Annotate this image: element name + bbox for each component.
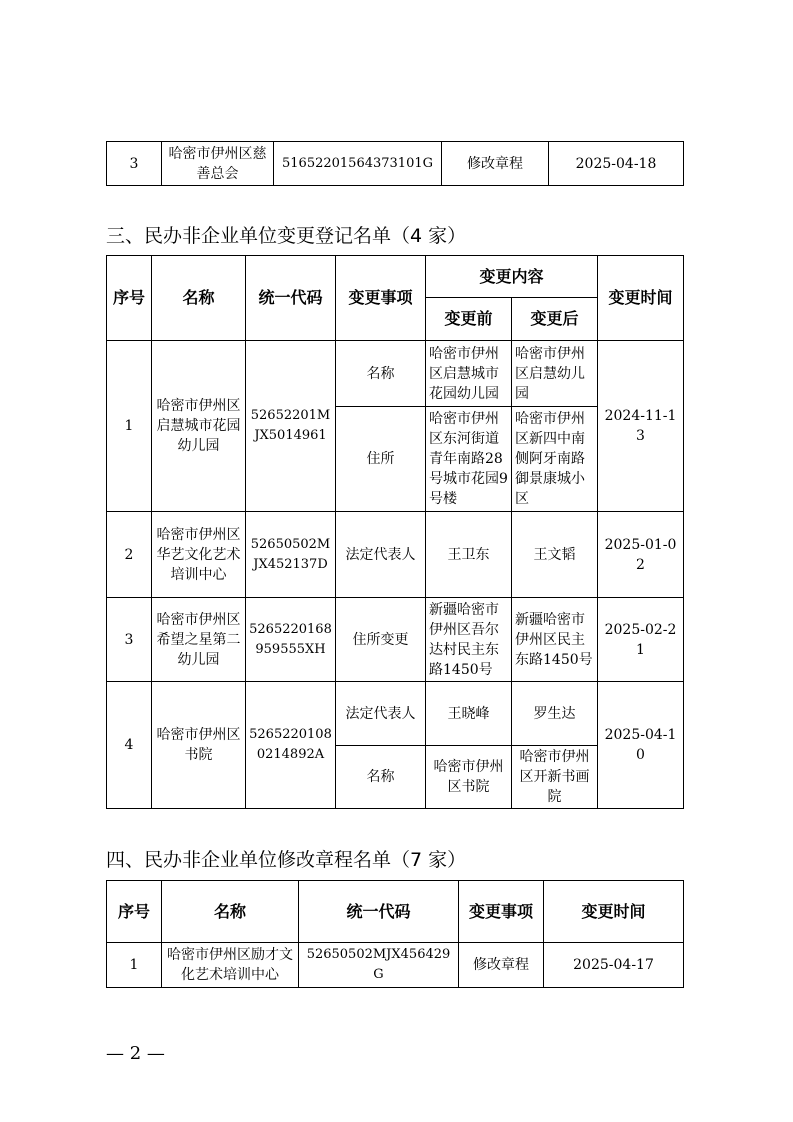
page-number: — 2 — <box>106 1043 165 1064</box>
header-item: 变更事项 <box>336 256 426 341</box>
table-row <box>107 682 684 746</box>
header-date: 变更时间 <box>544 881 684 943</box>
header-date: 变更时间 <box>598 256 684 341</box>
header-content: 变更内容 <box>426 256 598 298</box>
change-date: 2025-02-21 <box>598 598 684 682</box>
change-registration-table <box>106 255 684 809</box>
header-no: 序号 <box>107 256 152 341</box>
change-item: 住所 <box>336 407 426 512</box>
change-item: 法定代表人 <box>336 682 426 746</box>
table-row <box>107 512 684 598</box>
change-date: 2025-04-18 <box>549 142 684 186</box>
unified-code: 52650502MJX452137D <box>246 512 336 598</box>
change-before: 王卫东 <box>426 512 512 598</box>
org-name: 哈密市伊州区希望之星第二幼儿园 <box>152 598 246 682</box>
header-after: 变更后 <box>512 298 598 341</box>
change-after: 罗生达 <box>512 682 598 746</box>
change-date: 2025-01-02 <box>598 512 684 598</box>
change-before: 新疆哈密市伊州区吾尔达村民主东路1450号 <box>426 598 512 682</box>
row-number: 1 <box>107 341 152 512</box>
section3-title: 三、民办非企业单位变更登记名单（4 家） <box>106 225 467 247</box>
change-item: 法定代表人 <box>336 512 426 598</box>
section4-title: 四、民办非企业单位修改章程名单（7 家） <box>106 849 467 871</box>
unified-code: 52652201MJX5014961 <box>246 341 336 512</box>
unified-code: 5265220168959555XH <box>246 598 336 682</box>
org-name: 哈密市伊州区励才文化艺术培训中心 <box>162 943 299 988</box>
change-after: 哈密市伊州区开新书画院 <box>512 746 598 809</box>
unified-code: 52652201080214892A <box>246 682 336 809</box>
row-number: 3 <box>107 142 162 186</box>
org-name: 哈密市伊州区启慧城市花园幼儿园 <box>152 341 246 512</box>
header-name: 名称 <box>152 256 246 341</box>
change-date: 2025-04-10 <box>598 682 684 809</box>
row-number: 4 <box>107 682 152 809</box>
charter-amendment-table <box>106 880 684 988</box>
header-row <box>107 256 684 298</box>
change-before: 哈密市伊州区东河街道青年南路28号城市花园9号楼 <box>426 407 512 512</box>
unified-code: 51652201564373101G <box>274 142 442 186</box>
change-after: 王文韬 <box>512 512 598 598</box>
change-before: 哈密市伊州区书院 <box>426 746 512 809</box>
change-item: 住所变更 <box>336 598 426 682</box>
change-item: 修改章程 <box>459 943 544 988</box>
row-number: 3 <box>107 598 152 682</box>
header-code: 统一代码 <box>299 881 459 943</box>
change-date: 2025-04-17 <box>544 943 684 988</box>
change-after: 新疆哈密市伊州区民主东路1450号 <box>512 598 598 682</box>
org-name: 哈密市伊州区慈善总会 <box>162 142 274 186</box>
org-name: 哈密市伊州区书院 <box>152 682 246 809</box>
row-number: 2 <box>107 512 152 598</box>
org-name: 哈密市伊州区华艺文化艺术培训中心 <box>152 512 246 598</box>
change-item: 修改章程 <box>442 142 549 186</box>
table-row <box>107 341 684 407</box>
header-row <box>107 881 684 943</box>
change-before: 王晓峰 <box>426 682 512 746</box>
table-row <box>107 598 684 682</box>
unified-code: 52650502MJX456429G <box>299 943 459 988</box>
header-code: 统一代码 <box>246 256 336 341</box>
continued-table <box>106 141 684 186</box>
change-date: 2024-11-13 <box>598 341 684 512</box>
change-before: 哈密市伊州区启慧城市花园幼儿园 <box>426 341 512 407</box>
header-before: 变更前 <box>426 298 512 341</box>
change-item: 名称 <box>336 341 426 407</box>
header-no: 序号 <box>107 881 162 943</box>
change-after: 哈密市伊州区新四中南侧阿牙南路御景康城小区 <box>512 407 598 512</box>
header-name: 名称 <box>162 881 299 943</box>
row-number: 1 <box>107 943 162 988</box>
change-item: 名称 <box>336 746 426 809</box>
table-row <box>107 142 684 186</box>
header-item: 变更事项 <box>459 881 544 943</box>
table-row <box>107 943 684 988</box>
change-after: 哈密市伊州区启慧幼儿园 <box>512 341 598 407</box>
